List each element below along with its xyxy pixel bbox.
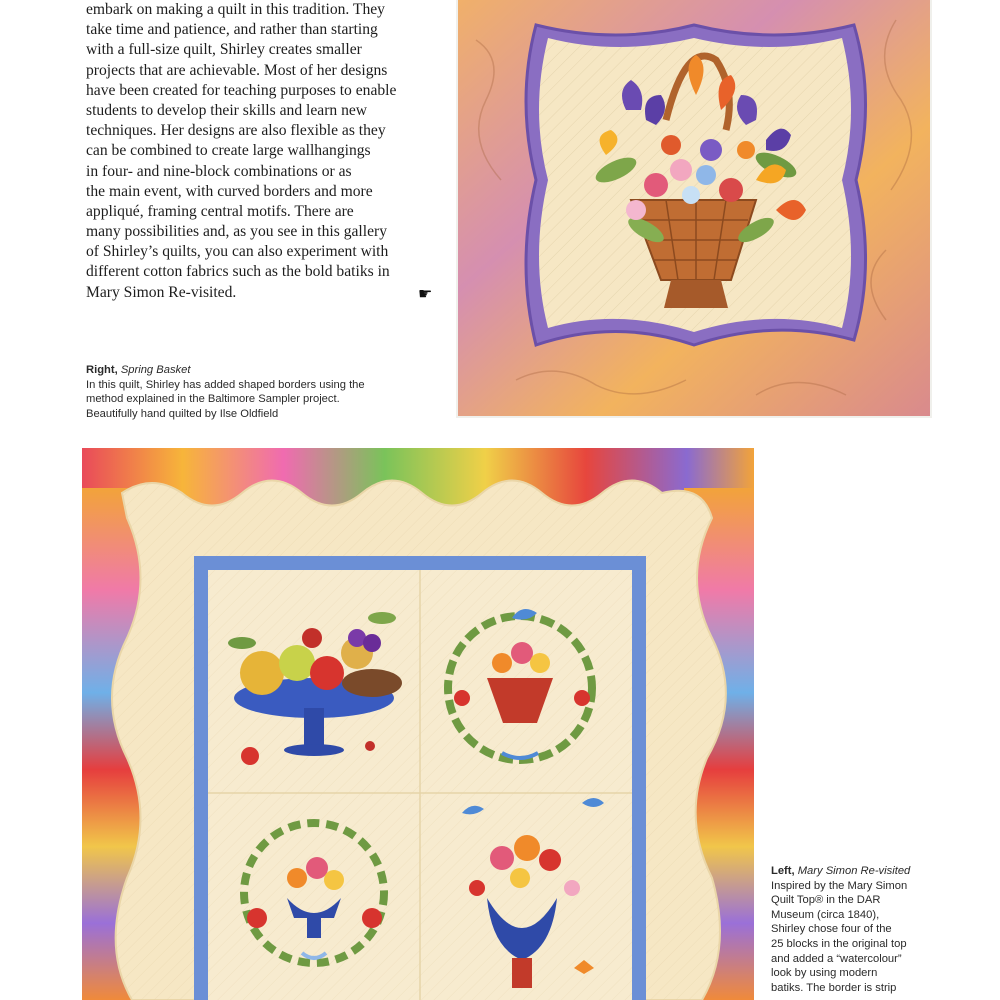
article-line: appliqué, framing central motifs. There are [86,202,354,220]
caption-title: Spring Basket [120,364,191,376]
article-line: can be combined to create large wallhangings [86,142,371,160]
article-line: have been created for teaching purposes to enable [86,81,397,99]
caption-spring-basket [86,363,426,421]
article-line: projects that are achievable. Most of her designs [86,61,388,79]
caption-line: Inspired by the Mary Simon [771,879,908,892]
caption-line: In this quilt, Shirley has added shaped borders using the [86,378,365,391]
article-line: different cotton fabrics such as the bold batiks in [86,263,390,281]
caption-line: Museum (circa 1840), [771,908,880,921]
caption-line: Beautifully hand quilted by Ilse Oldfield [86,407,279,420]
caption-line: batiks. The border is strip [771,981,897,994]
article-line: many possibilities and, as you see in this gallery [86,223,388,241]
article-line: techniques. Her designs are also flexible as they [86,122,386,140]
caption-line: Quilt Top® in the DAR [771,894,881,907]
caption-heading [771,864,971,879]
caption-mary-simon [771,864,971,995]
caption-direction: Left, [771,865,795,877]
caption-title: Mary Simon Re-visited [797,865,911,877]
caption-line: and added a “watercolour” [771,952,902,965]
article-line: students to develop their skills and learn new [86,101,368,119]
caption-line: 25 blocks in the original top [771,937,907,950]
article-line: in four- and nine-block combinations or as [86,162,352,180]
article-body-text [86,0,431,303]
spring-basket-quilt-photo [456,0,932,418]
article-line: of Shirley’s quilts, you can also experiment with [86,243,389,261]
article-line: embark on making a quilt in this tradition. They [86,1,385,18]
caption-line: method explained in the Baltimore Sampler project. [86,393,340,406]
pointing-hand-icon: ☛ [418,284,433,303]
article-line: with a full-size quilt, Shirley creates smaller [86,41,362,59]
caption-line: Shirley chose four of the [771,923,892,936]
article-line: Mary Simon Re-visited. [86,283,237,301]
caption-direction: Right, [86,364,118,376]
caption-line: look by using modern [771,967,878,980]
caption-heading [86,363,426,378]
article-line: take time and patience, and rather than starting [86,21,378,39]
article-line: the main event, with curved borders and more [86,182,373,200]
mary-simon-quilt-photo [82,448,754,1000]
